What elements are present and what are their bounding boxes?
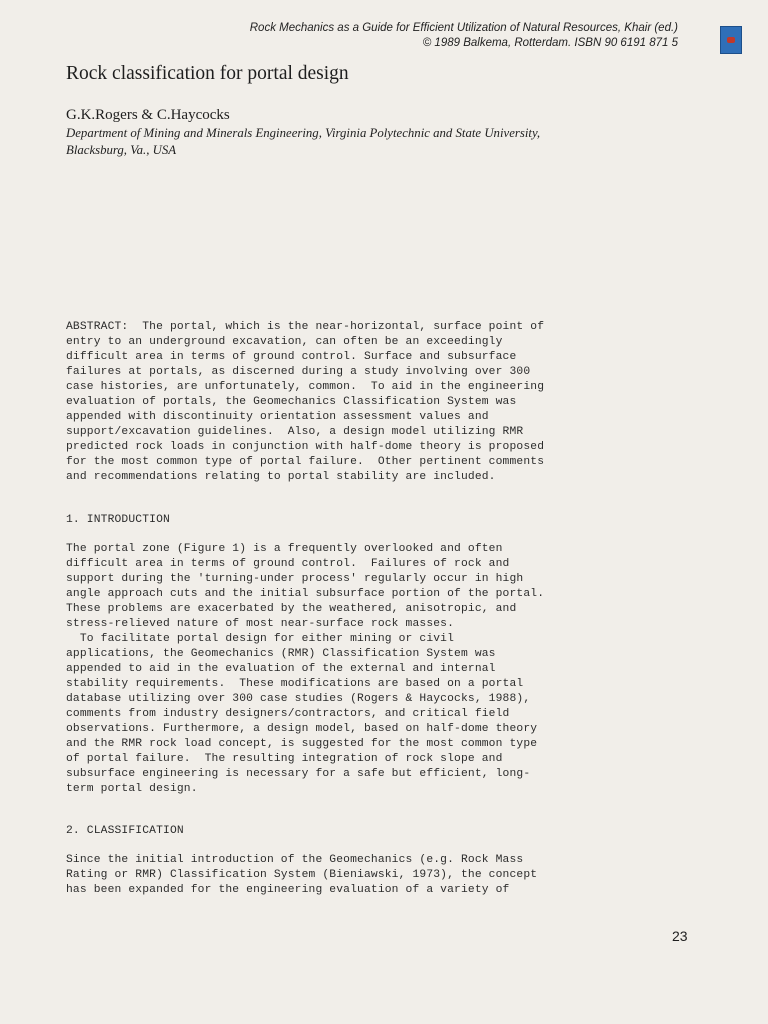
header-line-1: Rock Mechanics as a Guide for Efficient Utilization of Natural Resources, Khair (ed.) (249, 22, 678, 34)
author-affiliation (66, 125, 666, 159)
abstract: ABSTRACT: The portal, which is the near-horizontal, surface point of entry to an underground excavation, can often be an exceedingly difficult area in terms of ground control. Surface and subsurface failures at portals, as discerned during a study involving over 300 case histories, are unfortunately, common. To aid in the engineering evaluation of portals, the Geomechanics Classification System was appended with discontinuity orientation assessment values and support/excavation guidelines. Also, a design model utilizing RMR predicted rock loads in conjunction with half-dome theory is proposed for the most common type of portal failure. Other pertinent comments and recommendations relating to portal stability are included. (66, 321, 545, 483)
introduction-body: The portal zone (Figure 1) is a frequently overlooked and often difficult area in terms of ground control. Failures of rock and support during the 'turning-under process' regularly occur in high angle approach cuts and the initial subsurface portion of the portal. These problems are exacerbated by the weathered, anisotropic, and stress-relieved nature of most near-surface rock masses. To facilitate portal design for either mining or civil applications, the Geomechanics (RMR) Classification System was appended to aid in the evaluation of the external and internal stability requirements. These modifications are based on a portal database utilizing over 300 case studies (Rogers & Haycocks, 1988), comments from industry designers/contractors, and critical field observations. Furthermore, a design model, based on half-dome theory and the RMR rock load concept, is suggested for the most common type of portal failure. The resulting integration of rock slope and subsurface engineering is necessary for a safe but efficient, long- term portal design. (66, 543, 545, 795)
header-line-2: © 1989 Balkema, Rotterdam. ISBN 90 6191 871 5 (422, 37, 678, 49)
publication-header (250, 21, 678, 51)
publisher-logo-icon (720, 26, 742, 54)
section-heading-introduction: 1. INTRODUCTION (66, 514, 170, 526)
page-number: 23 (672, 928, 688, 944)
section-heading-classification: 2. CLASSIFICATION (66, 825, 184, 837)
affiliation-line-2: Blacksburg, Va., USA (66, 143, 177, 157)
paper-authors: G.K.Rogers & C.Haycocks (66, 107, 230, 123)
classification-body: Since the initial introduction of the Geomechanics (e.g. Rock Mass Rating or RMR) Classification System (Bieniawski, 1973), the concept has been expanded for the engineering evaluation of a variety of (66, 854, 538, 896)
paper-title: Rock classification for portal design (66, 63, 349, 84)
affiliation-line-1: Department of Mining and Minerals Engineering, Virginia Polytechnic and State University, (66, 126, 541, 140)
